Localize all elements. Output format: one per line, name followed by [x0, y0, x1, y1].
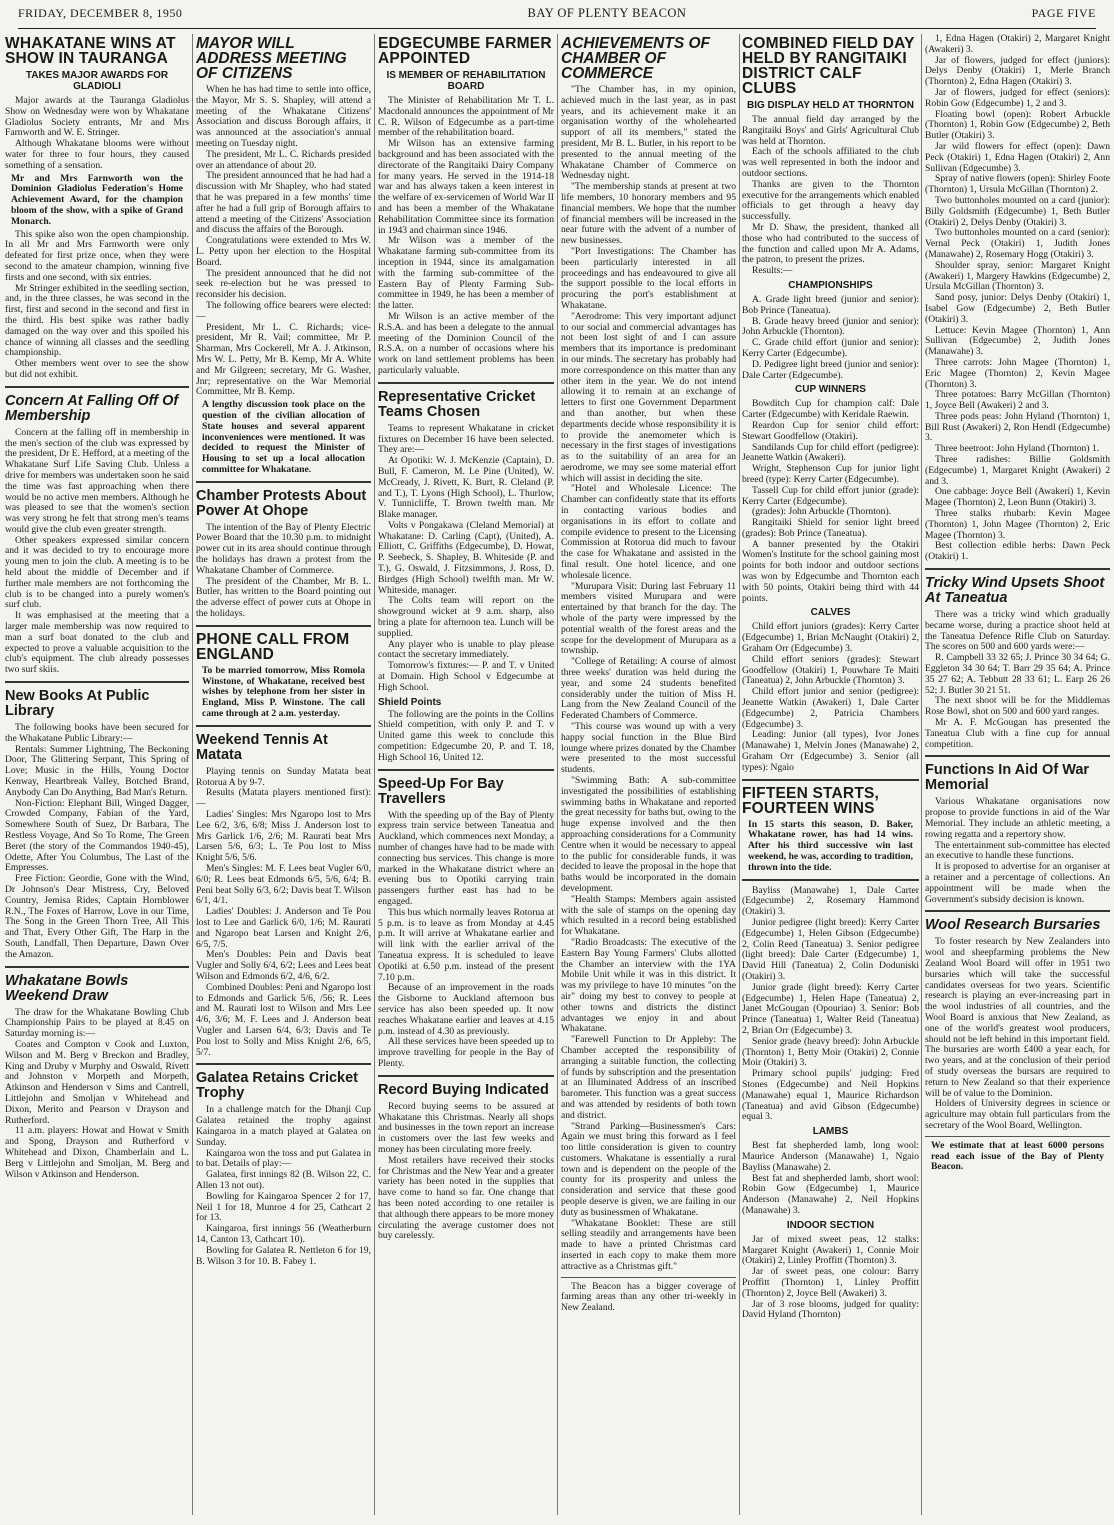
issue-date: FRIDAY, DECEMBER 8, 1950	[18, 6, 183, 20]
paragraph: Three potatoes: Barry McGillan (Thornton) 1, Joyce Bell (Awakeri) 2 and 3.	[925, 389, 1110, 412]
subheadline: TAKES MAJOR AWARDS FOR GLADIOLI	[25, 70, 169, 92]
paragraph: Mr Wilson is an active member of the R.S.A. and has been a delegate to the annual meeting of the Dominion Council of the R.S.A. on a number of occasions where his work on land settlement problems has been particularly valuable.	[378, 310, 554, 376]
headline: New Books At Public Library	[5, 688, 150, 720]
paragraph: Lettuce: Kevin Magee (Thornton) 1, Ann Sullivan (Edgecumbe) 2, Judith Jones (Manawahe) 3.	[925, 324, 1110, 358]
paragraph: Other speakers expressed similar concern and it was decided to try to encourage more young men to join the club. A meeting is to be held about the middle of December and if further male members are not forthcoming the club is to be changed into a purely women's surf club.	[5, 534, 189, 611]
paragraph: Kaingaroa won the toss and put Galatea in to bat. Details of play:—	[196, 1147, 371, 1170]
paragraph: Kaingaroa, first innings 56 (Weatherburn 14, Canton 13, Cathcart 10).	[196, 1223, 371, 1245]
paragraph: Although Whakatane blooms were without water for three to four hours, they caused something of a sensation.	[5, 138, 189, 171]
paragraph: With the speeding up of the Bay of Plenty express train service between Taneatua and Auckland, which commences next Monday, a number of changes have had to be made with connecting bus services. This change is more marked in the Whakatane district where an evening bus to Opotiki carrying train passengers further east has had to be engaged.	[378, 809, 554, 907]
paragraph: In a challenge match for the Dhanji Cup Galatea retained the trophy against Kaingaroa in a match played at Galatea on Sunday.	[196, 1104, 371, 1148]
paragraph: Various Whakatane organisations now propose to provide functions in aid of the War Memorial. They include an athletic meeting, a rowing regatta and a repertory show.	[925, 796, 1110, 840]
paragraph: Three carrots: John Magee (Thornton) 1, Eric Magee (Thornton) 2, Kevin Magee (Thornton) 3.	[925, 356, 1110, 390]
paragraph: One cabbage: Joyce Bell (Awakeri) 1, Kevin Magee (Thornton) 2, Leon Bunn (Otakiri) 3.	[925, 486, 1110, 509]
column-rule	[739, 34, 740, 1515]
paragraph: Jar wild flowers for effect (open): Dawn Peck (Otakiri) 1, Edna Hagen (Otakiri) 2, Ann Sullivan (Edgecumbe) 3.	[925, 140, 1110, 174]
paragraph: Mr D. Shaw, the president, thanked all those who had contributed to the success of the function and called upon Mr A. Adams, the patron, to present the prizes.	[742, 221, 919, 266]
paragraph: At Opotiki: W. J. McKenzie (Captain), D. Bull, F. Cameron, M. Le Pine (United), W. McCready, J. Rivett, K. Burt, R. Cleland (P. and T.), T. Lyons (High School), L. Thurlow, V. Tunnicliffe, T. Brown twelth man. Mr Blake manager.	[378, 455, 554, 521]
paragraph: (grades): John Arbuckle (Thornton).	[752, 506, 892, 518]
headline: Tricky Wind Upsets Shoot At Taneatua	[925, 575, 1105, 607]
paragraph: Mr A. F. McGougan has presented the Taneatua Club with a fine cup for annual competition.	[925, 717, 1110, 750]
paragraph: Ladies' Singles: Mrs Ngaropo lost to Mrs Lee 6/2, 3/6, 6/8; Miss J. Anderson lost to Mrs Garlick 1/6, 2/6; M. Raurati beat Mrs Larsen 5/6, 6/3; L. Te Pou lost to Miss Knight 5/6, 5/6.	[196, 809, 371, 864]
article-divider	[5, 681, 189, 683]
paragraph: Bowditch Cup for champion calf: Dale Carter (Edgecumbe) with Keridale Raewin.	[742, 398, 919, 421]
masthead-rule	[18, 28, 1096, 29]
article-divider	[925, 755, 1110, 757]
paragraph: Three stalks rhubarb: Kevin Magee (Thornton) 1, John Magee (Thornton) 2, Eric Magee (Thornton) 3.	[925, 508, 1110, 541]
paragraph: Jar of 3 rose blooms, judged for quality: David Hyland (Thornton)	[742, 1298, 919, 1321]
paragraph: Senior grade (heavy breed): John Arbuckle (Thornton) 1, Betty Moir (Otakiri) 2, Connie Moir (Otakiri) 3.	[742, 1035, 919, 1069]
paragraph: Best fat and shepherded lamb, short wool: Robin Gow (Edgecumbe) 1, Maurice Anderson (Manawahe) 2, Neil Hopkins (Manawahe) 3.	[742, 1172, 919, 1216]
paragraph: Three beetroot: John Hyland (Thornton) 1.	[935, 443, 1100, 455]
paragraph: "Whakatane Booklet: These are still selling steadily and arrangements have been made to have a printed Christmas card inserted in each copy to make them more attractive as a Christmas gift."	[561, 1217, 736, 1272]
paragraph: Sand posy, junior: Delys Denby (Otakiri) 1, Isabel Gow (Edgecumbe) 2, Beth Butler (Otakiri) 3.	[925, 292, 1110, 325]
paragraph: Holders of University degrees in science or agriculture may obtain full particulars from the secretary of the Wool Board, Wellington.	[925, 1098, 1110, 1131]
paragraph: Galatea, first innings 82 (B. Wilson 22, C. Allen 13 not out).	[196, 1169, 371, 1191]
paragraph: Child effort juniors (grades): Kerry Carter (Edgecumbe) 1, Brian McNaught (Otakiri) 2, Graham Orr (Edgecumbe) 3.	[742, 621, 919, 655]
headline: COMBINED FIELD DAY HELD BY RANGITAIKI DISTRICT CALF CLUBS	[742, 35, 915, 97]
paragraph: "The membership stands at present at two life members, 10 honorary members and 95 financial members. We hope that the number of financial members will be increased in the near future with the advent of a number of new businesses.	[561, 181, 736, 247]
paragraph: "Hotel and Wholesale Licence: The Chamber can confidently state that its efforts in contacting various bodies and organisations in its effort to collate and compile evidence to present to the Licensing Commission at Rotorua did much to favour the case for Whakatane and assisted in the final result. One hotel licence, and one wholesale licence.	[561, 483, 736, 581]
paragraph: Shoulder spray, senior: Margaret Knight (Awakeri) 1, Margery Hawkins (Edgecumbe) 2, Ursula McGillan (Thornton) 3.	[925, 259, 1110, 293]
paragraph: A. Grade light breed (junior and senior): Bob Prince (Taneatua).	[742, 293, 919, 316]
paragraph: Results:—	[752, 265, 793, 277]
headline: Wool Research Bursaries	[925, 917, 1101, 934]
paragraph: Jar of flowers, judged for effect (juniors): Delys Denby (Otakiri) 1, Merle Branch (Thornton) 2, Edna Hagen (Otakiri) 3.	[925, 54, 1110, 88]
paragraph: "Farewell Function to Dr Appleby: The Chamber accepted the responsibility of arranging a suitable function, the collecting of funds by subscription and the presentation at an Illuminated Address of an inscribed barometer. This function was a great success and was attended by residents of both town and district.	[561, 1034, 736, 1121]
article-divider	[742, 779, 919, 781]
paragraph: Playing tennis on Sunday Matata beat Rotorua A by 9-7.	[196, 765, 371, 788]
paragraph: To foster research by New Zealanders into wool and sheepfarming problems the New Zealand Wool Board will offer in 1951 two bursaries which will take the successful candidates overseas for two years. Scientific research is playing an ever-increasing part in the wool industries of all countries, and the Wool Board is anxious that New Zealand, as one of the world's greatest wool producers, should not be left behind in this important field. The bursaries are worth £400 a year each, for two years, and at the conclusion of their period of study overseas the bursars are required to return to New Zealand so that their experience will be of value to the Dominion.	[925, 936, 1110, 1099]
paragraph: Men's Doubles: Pein and Davis beat Vugler and Solly 6/4, 6/2; Lees and Lees beat Wilson and Edmonds 6/2, 4/6, 6/2.	[196, 949, 371, 982]
column-6	[925, 34, 1110, 1515]
headline: Weekend Tennis At Matata	[196, 731, 328, 763]
paragraph: "The Chamber has, in my opinion, achieved much in the last year, as in past years, and its achievement make it an organisation worthy of the wholehearted support of all its members," stated the president, Mr B. L. Butler, in his report to be presented to the annual meeting of the Whakatane Chamber of Commerce on Wednesday night.	[561, 84, 736, 182]
headline: FIFTEEN STARTS, FOURTEEN WINS	[742, 784, 880, 817]
headline: Record Buying Indicated	[378, 1081, 549, 1098]
paragraph: "Radio Broadcasts: The executive of the Eastern Bay Young Farmers' Clubs allotted the Chamber an interview with the 1YA Mobile Unit while it was in this district. It was my privilege to have 10 minutes "on the air" doing my best to convey to people at other towns and districts the distinct advantages we enjoy in and about Whakatane.	[561, 936, 736, 1035]
paragraph: The entertainment sub-committee has elected an executive to handle these functions.	[925, 839, 1110, 862]
headline: ACHIEVEMENTS OF CHAMBER OF COMMERCE	[561, 35, 710, 82]
section-heading: INDOOR SECTION	[786, 1219, 875, 1231]
article-divider	[378, 769, 554, 771]
headline: Galatea Retains Cricket Trophy	[196, 1070, 358, 1102]
paragraph: R. Campbell 33 32 65; J. Prince 30 34 64; G. Eggleton 34 30 64; T. Barr 29 35 64; A. Prince 35 27 62; A. Tebbutt 28 33 61; L. Earp 26 26 52; J. Butler 30 21 51.	[925, 652, 1110, 696]
paragraph: The intention of the Bay of Plenty Electric Power Board that the 10.30 p.m. to midnight power cut in its area should continue through the holidays has drawn a protest from the Whakatane Chamber of Commerce.	[196, 521, 371, 576]
paragraph: Coates and Compton v Cook and Luxton, Wilson and M. Berg v Breckon and Bradley, King and Druby v Murphy and Oswald, Rivett and Johnston v Morpeth and Morpeth, Atkinson and Henderson v Sims and Cantrell, Littlejohn and Smoljan v Whitehead and Dixon, Merito and Pearson v Drayson and Rutherford.	[5, 1038, 189, 1126]
paragraph: The following office bearers were elected:—	[196, 299, 371, 322]
article-divider	[196, 725, 371, 727]
paragraph: Free Fiction: Geordie, Gone with the Wind, Dr Johnson's Dear Mistress, Cry, Beloved Country, Jemisa Rides, Captain Hornblower R.N., The Foxes of Harrow, Love in our Time, The Song in the Green Thorn Tree, All This and That, Every Other Gift, The Harp in the South, Landfall, Then Departure, Dawn Over the Amazon.	[5, 873, 189, 960]
paragraph: The draw for the Whakatane Bowling Club Championship Pairs to be played at 8.45 on Saturday morning is:—	[5, 1006, 189, 1040]
article-divider	[925, 1136, 1110, 1137]
paragraph: Each of the schools affiliated to the club was well represented in both the indoor and outdoor sections.	[742, 146, 919, 179]
paragraph: Wright, Stephenson Cup for junior light breed (type): Kerry Carter (Edgecumbe).	[742, 463, 919, 485]
article-divider	[5, 966, 189, 968]
paragraph: "Swimming Bath: A sub-committee investigated the possibilities of establishing swimming baths in Whakatane and reported the great necessity for baths but, owing to the huge expense involved and the then approaching considerations for a Community Centre when it would be necessary to appeal to the public for considerable funds, it was decided to leave the proposal in the hope that baths would be incorporated in the domain development.	[561, 775, 736, 894]
paragraph: Thanks are given to the Thornton executive for the arrangements which enabled officials to get through a heavy day successfully.	[742, 178, 919, 223]
paragraph: 1, Edna Hagen (Otakiri) 2, Margaret Knight (Awakeri) 3.	[925, 34, 1110, 55]
paragraph: The next shoot will be for the Middlemas Rose Bowl, shot on 500 and 600 yard ranges.	[925, 695, 1110, 718]
paragraph: Combined Doubles: Peni and Ngaropo lost to Edmonds and Garlick 5/6, /56; R. Lees and M. Raurati lost to Wilson and Mrs Lee 4/6, 3/6; M. F. Lees and J. Anderson beat Vugler and Larsen 6/4, 6/3; Davis and Te Pou lost to Solly and Miss Knight 2/6, 6/5, 5/7.	[196, 981, 371, 1058]
headline: Functions In Aid Of War Memorial	[925, 762, 1090, 794]
paragraph: Mr Stringer exhibited in the seedling section, and, in the three classes, he was second in the first, first and second in the second and first in the third. His best spike was rather badly damaged on the way over and this spoiled his chance of winning all classes and the seedling championship.	[5, 282, 189, 359]
paragraph: It was emphasised at the meeting that a larger male membership was now required to man a surf boat donated to the club and expected to prove a valuable acquisition to the club's equipment. The club already possesses two surf skiis.	[5, 610, 189, 676]
paragraph: President, Mr L. C. Richards; vice-president, Mr R. Vail; committee, Mr P. Sharman, Mrs Cockerell, Mr A. J. Atkinson, Mrs W. L. Petty, Mr B. Kemp, Mr A. White and Mr Gilgreen; secretary, Mr G. Washer, Jnr; representative on the War Memorial Committee, Mr B. Kemp.	[196, 321, 371, 398]
paragraph: Three radishes: Billie Goldsmith (Edgecumbe) 1, Margaret Knight (Awakeri) 2 and 3.	[925, 454, 1110, 487]
article-divider	[561, 1277, 736, 1278]
paragraph: Two buttonholes mounted on a card (senior): Vernal Peck (Otakiri) 1, Judith Jones (Manawahe) 2, Rosemary Hogg (Otakiri) 3.	[925, 227, 1110, 260]
paragraph: Mr Wilson has an extensive farming background and has been associated with the directorate of the Rangitaiki Dairy Company for many years. He served in the 1914-18 war and has always taken a keen interest in the welfare of ex-servicemen of World War II and has been a member of the Whakatane Rehabilitation Committee since its formation in 1943 and chairman since 1946.	[378, 138, 554, 236]
paragraph: Child effort seniors (grades): Stewart Goodfellow (Otakiri) 1, Pouwhare Te Maiti (Taneatua) 2, John Arbuckle (Thornton) 3.	[742, 653, 919, 687]
paragraph: All these services have been speeded up to improve travelling for people in the Bay of Plenty.	[378, 1036, 554, 1069]
subheadline: IS MEMBER OF REHABILITATION BOARD	[386, 70, 546, 92]
article-divider	[925, 910, 1110, 912]
paragraph: "Strand Parking—Businessmen's Cars: Again we must bring this forward as I feel too little consideration is given to country customers. Whakatane is essentially a rural town and is dependent on the people of the county for its prosperity and unless the consideration and service that these good people deserve is given, we are failing in our duty as businessmen of Whakatane.	[561, 1120, 736, 1218]
newspaper-title: BAY OF PLENTY BEACON	[527, 6, 687, 20]
paragraph: Congratulations were extended to Mrs W. L. Petty upon her election to the Hospital Board.	[196, 235, 371, 268]
headline: Speed-Up For Bay Travellers	[378, 775, 504, 807]
paragraph: Bowling for Galatea R. Nettleton 6 for 19, B. Wilson 3 for 10. B. Fabey 1.	[196, 1244, 371, 1267]
paragraph: The Minister of Rehabilitation Mr T. L. Macdonald announces the appointment of Mr C. R. Wilson of Edgecumbe as a part-time member of the rehabilitation board.	[378, 95, 554, 139]
article-divider	[378, 382, 554, 384]
bold-paragraph: Mr and Mrs Farnworth won the Dominion Gladiolus Federation's Home Achievement Award, for the champion bloom of the show, with a spike of Grand Monarch.	[11, 172, 183, 227]
paragraph: Tassell Cup for child effort junior (grade): Kerry Carter (Edgecumbe).	[742, 484, 919, 507]
bold-paragraph: In 15 starts this season, D. Baker, Whakatane rower, has had 14 wins. After his third successive win last weekend, he was, according to tradition, thrown into the tide.	[748, 818, 913, 873]
paragraph: Teams to represent Whakatane in cricket fixtures on December 16 have been selected. They are:—	[378, 422, 554, 456]
paragraph: Rentals: Summer Lightning, The Beckoning Door, The Glittering Serpant, This Spring of Love; Music in the Hills, Young Doctor Kenway, Heartbreak Valley, Botched Brand, Anybody Can Do Anything, Bad Man's Return.	[5, 743, 189, 798]
paragraph: "Port Investigations: The Chamber has been particularly interested in all proceedings and has endeavoured to give all the support possible to the local efforts in procuring the port's establishment at Whakatane.	[561, 245, 736, 311]
page-number: PAGE FIVE	[1031, 6, 1096, 20]
paragraph: When he has had time to settle into office, the Mayor, Mr S. S. Shapley, will attend a meeting of the Whakatane Citizens' Association and discuss Borough affairs, it was announced at the association's annual meeting on Tuesday night.	[196, 84, 371, 149]
headline: Whakatane Bowls Weekend Draw	[5, 972, 129, 1004]
paragraph: Major awards at the Tauranga Gladiolus Show on Wednesday were won by Whakatane Gladiolus Society entrants, Mr and Mrs Farnworth and W. E. Stringer.	[5, 95, 189, 139]
paragraph: The president, Mr L. C. Richards presided over an attendance of about 20.	[196, 148, 371, 171]
paragraph: Child effort junior and senior (pedigree): Jeanette Watkin (Awakeri) 1, Dale Carter (Edgecumbe) 2, Patricia Chambers (Edgecumbe) 3.	[742, 686, 919, 730]
paragraph: "This course was wound up with a very happy social function in the Blue Bird lounge where prizes donated by the Chamber were presented to the most successful students.	[561, 721, 736, 776]
paragraph: Primary school pupils' judging: Fred Stones (Edgecumbe) and Neil Hopkins (Manawahe) equal 1, Maurice Richardson (Taneatua) and avid Gibson (Edgecumbe) equal 3.	[742, 1068, 919, 1123]
paragraph: Two buttonholes mounted on a card (junior): Billy Goldsmith (Edgecumbe) 1, Beth Butler (Otakiri) 2, Delys Denby (Otakiri) 3.	[925, 194, 1110, 228]
paragraph: The following books have been secured for the Whakatane Public Library:—	[5, 722, 189, 744]
paragraph: Mr Wilson was a member of the Whakatane farming sub-committee from its inception in 1944, since its amalgamation with the farming sub-committee of the Eastern Bay of Plenty Farming Sub-committee in 1949, he has been a member of the latter.	[378, 235, 554, 312]
column-rule	[192, 34, 193, 1515]
paragraph: "Health Stamps: Members again assisted with the sale of stamps on the opening day which resulted in a record being established for Whakatane.	[561, 893, 736, 938]
headline: Chamber Protests About Power At Ohope	[196, 487, 367, 519]
article-divider	[196, 481, 371, 483]
column-rule	[557, 34, 558, 1515]
article-divider	[5, 386, 189, 388]
column-rule	[921, 34, 922, 1515]
article-divider	[742, 879, 919, 881]
paragraph: Volts v Pongakawa (Cleland Memorial) at Whakatane: D. Carling (Capt), (United), A. Elliott, C. Griffiths (Edgecumbe), D. Howat, P. Seebeck, S. Shapley, B. Whiteside (P. and T.), G. Oswald, J. Fitzsimmons, J. Ross, D. Birdges (High School) twelfth man. Mr W. Whiteside, manager.	[378, 519, 554, 596]
paragraph: There was a tricky wind which gradually became worse, during a practice shoot held at the Taneatua Defence Rifle Club on Saturday. The scores on 500 and 600 yards were:—	[925, 609, 1110, 653]
paragraph: Rangitaiki Shield for senior light breed (grades): Bob Prince (Taneatua).	[742, 517, 919, 539]
column-4	[561, 34, 736, 1515]
paragraph: Three pods peas: John Hyland (Thornton) 1, Bill Rust (Awakeri) 2, Ron Hendl (Edgecumbe) 3.	[925, 410, 1110, 444]
article-divider	[925, 568, 1110, 570]
column-2	[196, 34, 371, 1515]
paragraph: "Murupara Visit: During last February 11 members visited Murupara and were entertained by that branch for the day. The whole of the party were impressed by the potential wealth of the forest areas and the scope for the development of Murupara as a township.	[561, 580, 736, 657]
paragraph: Floating bowl (open): Robert Arbuckle (Thornton) 1, Robin Gow (Edgecumbe) 2, Beth Butler (Otakiri) 3.	[925, 108, 1110, 142]
paragraph: The annual field day arranged by the Rangitaiki Boys' and Girls' Agricultural Club was held at Thornton.	[742, 114, 919, 147]
bold-paragraph: We estimate that at least 6000 persons read each issue of the Bay of Plenty Beacon.	[931, 1139, 1104, 1173]
article-divider	[378, 1075, 554, 1077]
paragraph: The president announced that he did not seek re-election but he was pressed to reconsider his decision.	[196, 267, 371, 301]
section-heading: Shield Points	[378, 696, 442, 708]
paragraph: Spray of native flowers (open): Shirley Foote (Thornton) 1, Ursula McGillan (Thornton) 2.	[925, 173, 1110, 196]
paragraph: This bus which normally leaves Rotorua at 5 p.m. is to leave as from Monday at 4.45 p.m. It will arrive at Whakatane earlier and will link with the earlier arrival of the Taneatua express. It is scheduled to leave Opotiki at 6.50 p.m. instead of the present 7.10 p.m.	[378, 906, 554, 983]
paragraph: Results (Matata players mentioned first):—	[196, 787, 371, 810]
column-rule	[374, 34, 375, 1515]
paragraph: C. Grade child effort (junior and senior): Kerry Carter (Edgecumbe).	[742, 337, 919, 359]
paragraph: This spike also won the open championship. In all Mr and Mrs Farnworth were only defeated for first prize once, when they were second to the amateur champion, winning five firsts and one second, with six entries.	[5, 228, 189, 283]
section-heading: CALVES	[810, 607, 851, 619]
paragraph: Ladies' Doubles: J. Anderson and Te Pou lost to Lee and Garlick 6/0, 1/6; M. Raurati and Ngaropo beat Larsen and Knight 2/6, 6/5, 7/5.	[196, 906, 371, 950]
paragraph: The president announced that he had had a discussion with Mr Shapley, who had stated that he was prepared in a few months' time after he had a full grip of Borough affairs to attend a meeting of the Citizens' Association and discuss the affairs of the Borough.	[196, 170, 371, 236]
paragraph: The president of the Chamber, Mr B. L. Butler, has written to the Board pointing out the adverse effect of power cuts at Ohope in the holidays.	[196, 575, 371, 620]
paragraph: 11 a.m. players: Howat and Howat v Smith and Spong, Drayson and Rutherford v Whitehead and Dixon, Chamberlain and L. Berg v Littlejohn and Smoljan, M. Berg and Wilson v Atkinson and Henderson.	[5, 1125, 189, 1180]
paragraph: Because of an improvement in the roads the Gisborne to Auckland afternoon bus service has also been speeded up. It now reaches Whakatane earlier and leaves at 4.15 p.m. instead of 4.30 as previously.	[378, 982, 554, 1037]
paragraph: B. Grade heavy breed (junior and senior): John Arbuckle (Thornton).	[742, 315, 919, 338]
bold-paragraph: To be married tomorrow, Miss Romola Winstone, of Whakatane, received best wishes by telephone from her sister in England, Miss P. Winstone. The call came through at 2 a.m. yesterday.	[202, 664, 365, 720]
paragraph: Record buying seems to be assured at Whakatane this Christmas. Nearly all shops and businesses in the town report an increase in customers over the last few weeks and money has been circulating more freely.	[378, 1100, 554, 1155]
headline: Concern At Falling Off Of Membership	[5, 392, 179, 424]
column-3	[378, 34, 554, 1515]
paragraph: D. Pedigree light breed (junior and senior): Dale Carter (Edgecumbe).	[742, 358, 919, 381]
headline: EDGECUMBE FARMER APPOINTED	[378, 35, 552, 67]
paragraph: "Aerodrome: This very important adjunct to our social and commercial advantages has not been lost sight of and I can assure members that its importance is predominant in our minds. The secretary has probably had more correspondence on this matter than any other item in the year. We do not intend allowing it to remain at an exchange of letters to first one Government Department and than another, but when these departments decide whose responsibility it is to provide the anemometer which is necessary in the first stages of investigations as to the suitability of an area for an aerodrome, we may see some material effort which will assist in deciding the site.	[561, 310, 736, 484]
section-heading: CHAMPIONSHIPS	[788, 279, 873, 291]
paragraph: Any player who is unable to play please contact the secretary immediately.	[378, 638, 554, 661]
subheadline: BIG DISPLAY HELD AT THORNTON	[746, 100, 915, 111]
paragraph: Other members went over to see the show but did not exhibit.	[5, 358, 189, 380]
headline: WHAKATANE WINS AT SHOW IN TAURANGA	[5, 35, 176, 67]
paragraph: The Colts team will report on the showground wicket at 9 a.m. sharp, also bring a plate for afternoon tea. Lunch will be supplied.	[378, 595, 554, 639]
paragraph: Most retailers have received their stocks for Christmas and the New Year and a greater variety has been noted in the supplies that have come to hand so far. One change that has been noted according to one retailer is that although there appears to be more money circulating the average customer does not buy carelessly.	[378, 1154, 554, 1242]
paragraph: Non-Fiction: Elephant Bill, Winged Dagger, Crowded Company, Fabian of the Yard, Somewhere South of Suez, Dr Barbara, The Restless Voyage, And So To Rome, The Green Beret (the story of the Commandos 1940-45), Odette, After You Columbus, The Last of the Empresses.	[5, 797, 189, 874]
paragraph: Best collection edible herbs: Dawn Peck (Otakiri) 1.	[925, 540, 1110, 563]
paragraph: Jar of sweet peas, one colour: Barry Proffitt (Thornton) 1, Linley Proffitt (Thornton) 2, Joyce Bell (Awakeri) 3.	[742, 1266, 919, 1299]
paragraph: Bowling for Kaingaroa Spencer 2 for 17, Neil 1 for 18, Munroe 4 for 25, Cathcart 2 for 13.	[196, 1190, 371, 1224]
paragraph: "College of Retailing: A course of almost three weeks' duration was held during the year, and some 24 students benefited considerably under the tuition of Miss H. Lang from the New Zealand Council of the Federated Chambers of Commerce.	[561, 656, 736, 722]
paragraph: The following are the points in the Collins Shield competition, with only P. and T. v United game this week to conclude this competition: Edgecumbe 20, P. and T. 18, High School 16, United 12.	[378, 708, 554, 763]
paragraph: The Beacon has a bigger coverage of farming areas than any other tri-weekly in New Zealand.	[561, 1280, 736, 1314]
paragraph: Bayliss (Manawahe) 1, Dale Carter (Edgecumbe) 2, Rosemary Hammond (Otakiri) 3.	[742, 884, 919, 918]
article-divider	[196, 1063, 371, 1065]
paragraph: Jar of flowers, judged for effect (seniors): Robin Gow (Edgecumbe) 1, 2 and 3.	[925, 86, 1110, 109]
paragraph: It is proposed to advertise for an organiser at a retainer and a percentage of collections. An appointment will be made when the Government's subsidy decision is known.	[925, 861, 1110, 905]
paragraph: Best fat shepherded lamb, long wool: Maurice Anderson (Manawahe) 1, Ngaio Bayliss (Manawahe) 2.	[742, 1140, 919, 1173]
paragraph: Men's Singles: M. F. Lees beat Vugler 6/0, 6/0; R. Lees beat Edmonds 6/5, 5/6, 6/4; B. Peni beat Solly 6/3, 6/2; Davis beat T. Wilson 6/1, 4/1.	[196, 863, 371, 907]
paragraph: Concern at the falling off in membership in the men's section of the club was expressed by the president, Dr E. Hefford, at a meeting of the Whakatane Surf Life Saving Club. Unless a drive for members was undertaken soon he said the time was fast approaching when there would be no active men members. Although he was pleased to see that the women's section was very strong he felt that strong men's teams would give the club even greater strength.	[5, 426, 189, 535]
section-heading: LAMBS	[812, 1126, 849, 1138]
headline: MAYOR WILL ADDRESS MEETING OF CITIZENS	[196, 35, 347, 82]
paragraph: A banner presented by the Otakiri Women's Institute for the school gaining most points for both indoor and outdoor sections was won by Edgecumbe and Thornton each with 50 points, Otakiri being third with 44 points.	[742, 538, 919, 604]
bold-paragraph: A lengthy discussion took place on the question of the civilian allocation of State houses and several apparent inconveniences were mentioned. It was decided to request the Minister of Housing to set up a local allocation committee for Whakatane.	[202, 399, 365, 475]
paragraph: Jar of mixed sweet peas, 12 stalks: Margaret Knight (Awakeri) 1, Connie Moir (Otakiri) 2, Linley Proffitt (Thornton) 3.	[742, 1233, 919, 1267]
column-1	[5, 34, 189, 1515]
paragraph: Sandilands Cup for child effort (pedigree): Jeanette Watkin (Awakeri).	[742, 441, 919, 464]
section-heading: CUP WINNERS	[795, 384, 866, 396]
paragraph: Reardon Cup for senior child effort: Stewart Goodfellow (Otakiri).	[742, 419, 919, 442]
headline: PHONE CALL FROM ENGLAND	[196, 630, 350, 663]
headline: Representative Cricket Teams Chosen	[378, 388, 536, 420]
paragraph: Junior grade (light breed): Kerry Carter (Edgecumbe) 1, Helen Hape (Taneatua) 2, Janet McGougan (Opouriao) 3. Senior: Bob Prince (Taneatua) 1, Walter Reid (Taneatua) 2, Brian Orr (Edgecumbe) 3.	[742, 981, 919, 1036]
paragraph: Junior pedigree (light breed): Kerry Carter (Edgecumbe) 1, Helen Gibson (Edgecumbe) 2, Colin Reed (Taneatua) 3. Senior pedigree (light breed): Dale Carter (Edgecumbe) 1, David Hill (Taneatua) 2, Colin Doduniski (Otakiri) 3.	[742, 917, 919, 982]
paragraph: Tomorrow's fixtures:— P. and T. v United at Domain. High School v Edgecumbe at High School.	[378, 660, 554, 693]
masthead	[18, 6, 1096, 28]
paragraph: Leading: Junior (all types), Ivor Jones (Manawahe) 1, Melvin Jones (Manawahe) 2, Graham Orr (Edgecumbe) 3. Senior (all types): Ngaio	[742, 729, 919, 773]
column-5	[742, 34, 919, 1515]
article-divider	[196, 625, 371, 627]
